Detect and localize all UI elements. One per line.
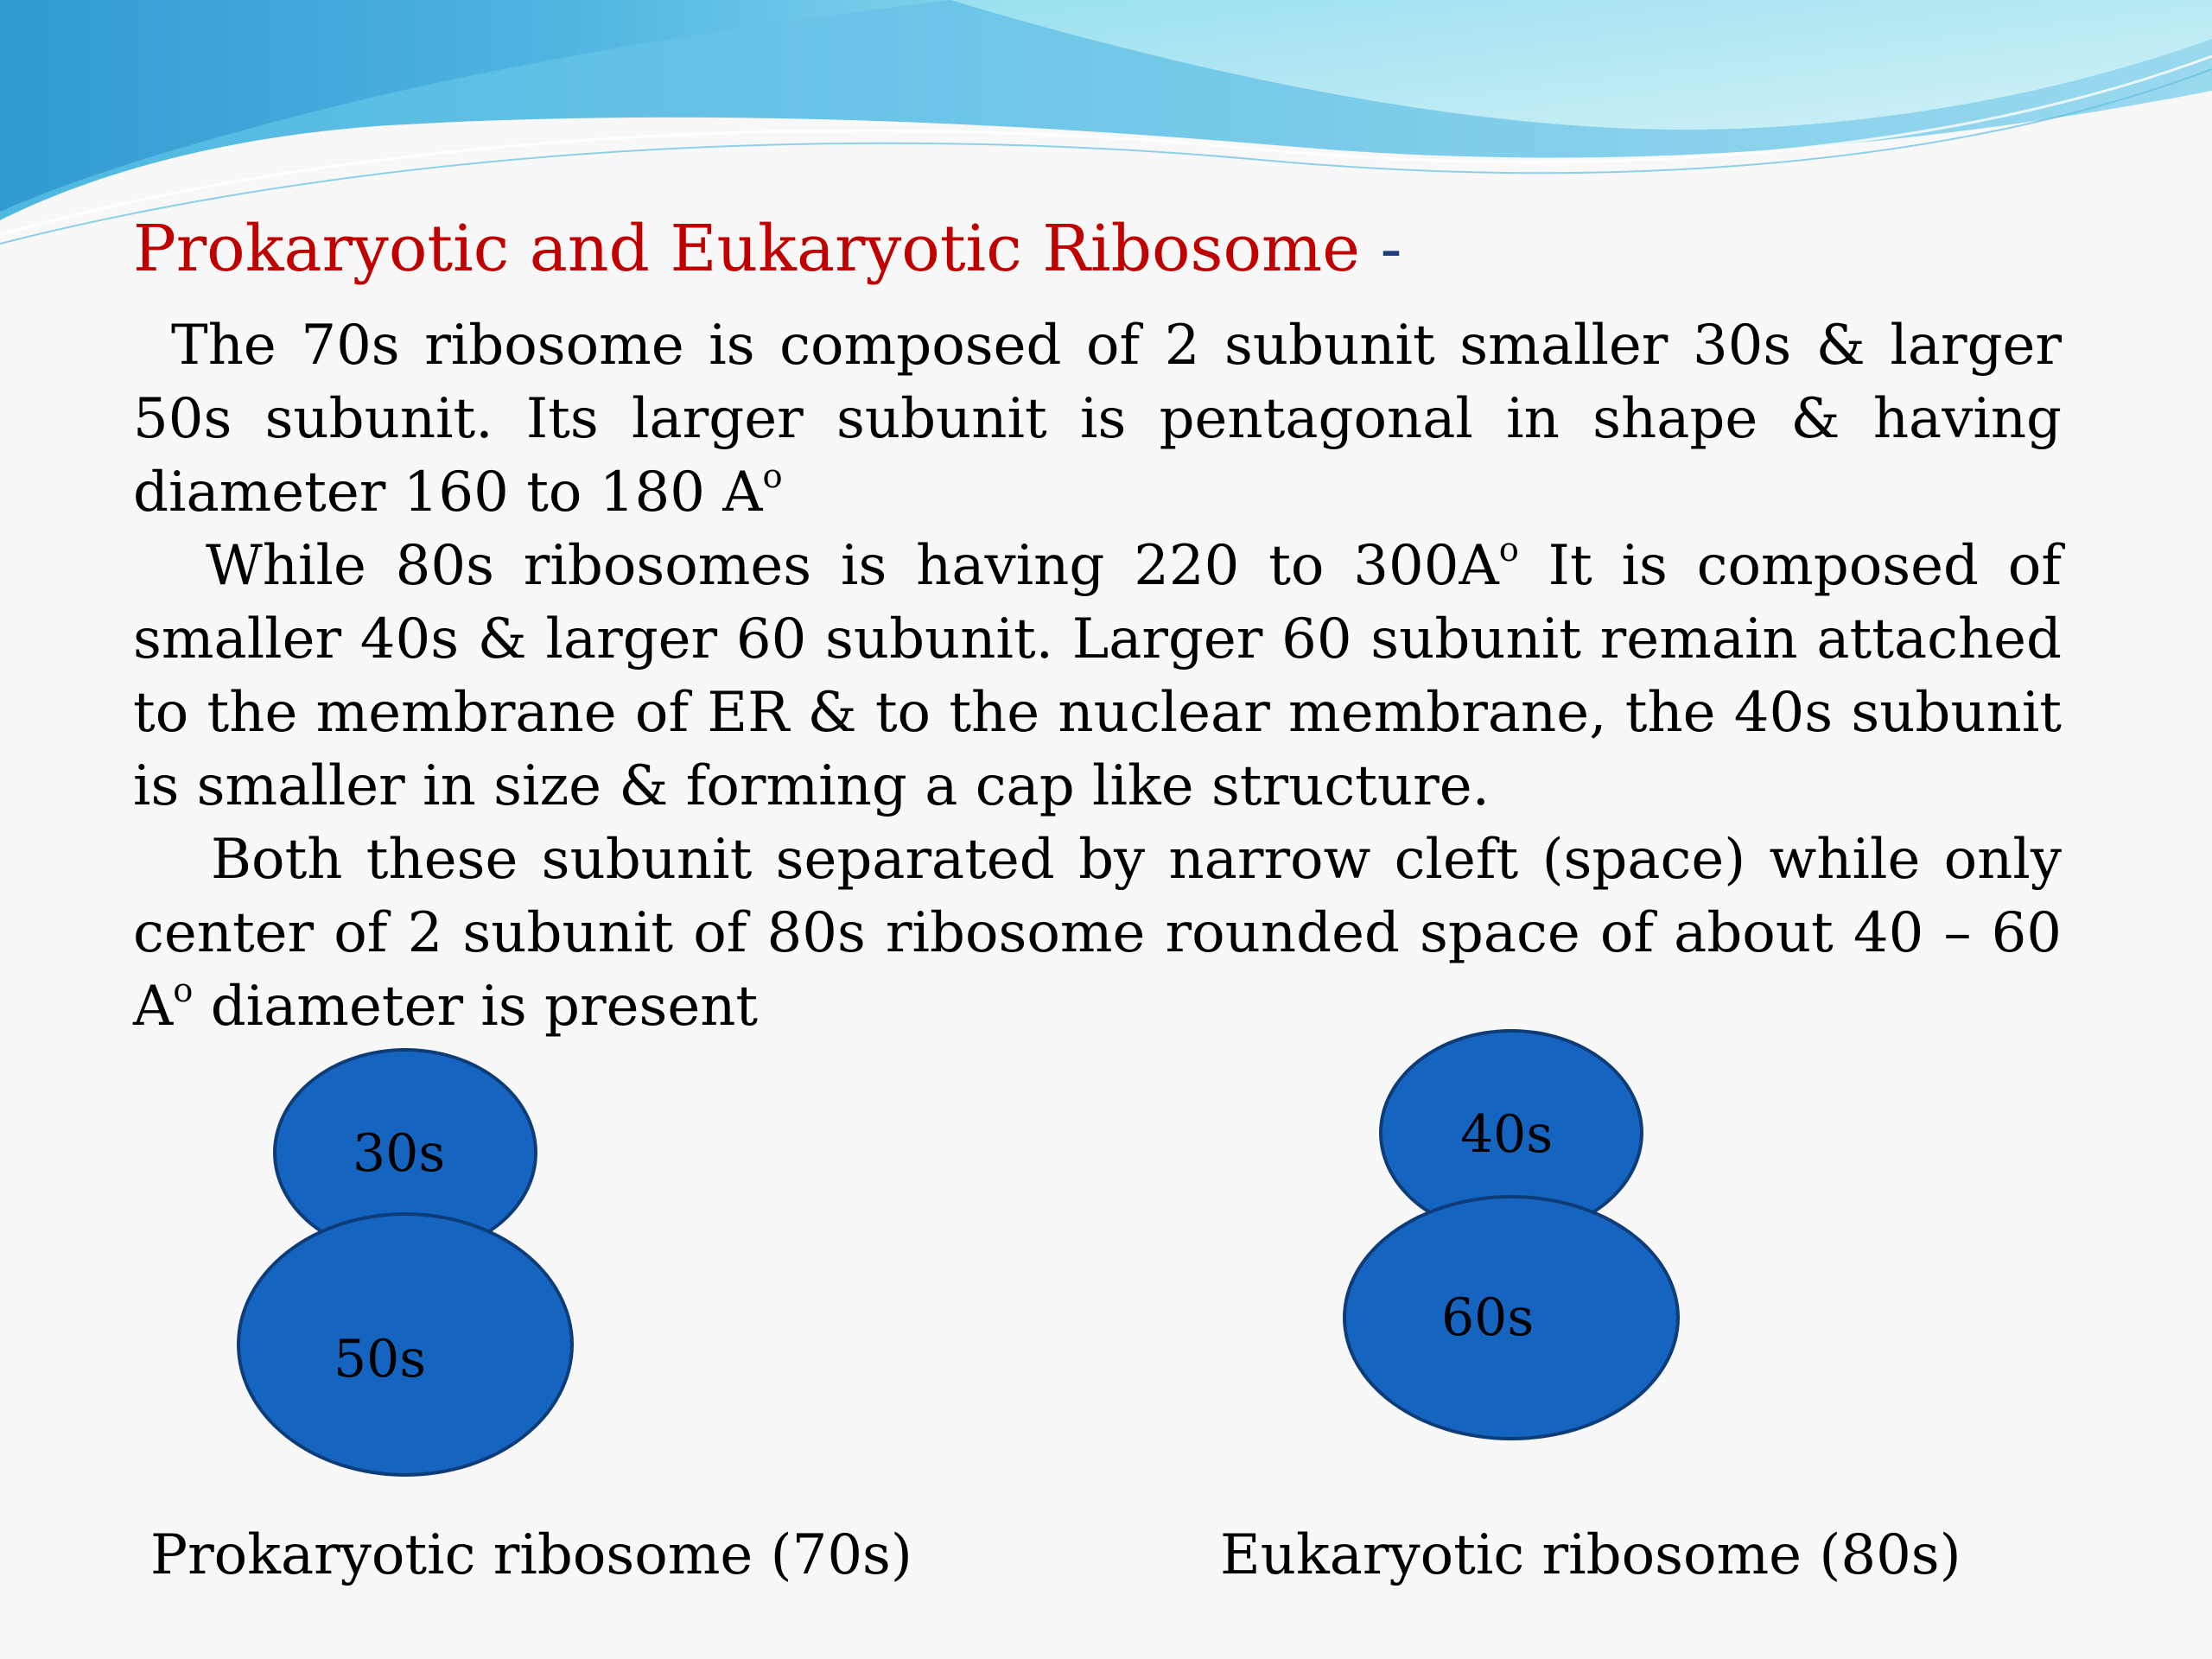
body-text bbox=[133, 309, 2062, 1044]
degree-sup: o bbox=[1498, 531, 1519, 570]
eukaryotic-caption: Eukaryotic ribosome (80s) bbox=[1220, 1523, 1961, 1587]
paragraph-cleft-end: diameter is present bbox=[193, 975, 759, 1039]
subunit-40s-label: 40s bbox=[1460, 1104, 1554, 1165]
subunit-50s-label: 50s bbox=[334, 1329, 427, 1389]
title-text: Prokaryotic and Eukaryotic Ribosome bbox=[133, 212, 1360, 286]
prokaryotic-caption: Prokaryotic ribosome (70s) bbox=[150, 1523, 912, 1587]
degree-sup: o bbox=[762, 457, 783, 497]
paragraph-70s bbox=[133, 309, 2062, 530]
degree-sup: o bbox=[173, 971, 194, 1011]
paragraph-cleft-text: Both these subunit separated by narrow cleft (space) while only center of 2 subunit of 80s ribosome rounded space of about 40 – 60 A bbox=[133, 828, 2062, 1039]
subunit-60s-label: 60s bbox=[1441, 1287, 1535, 1348]
paragraph-80s bbox=[133, 530, 2062, 823]
subunit-30s-label: 30s bbox=[353, 1123, 446, 1184]
paragraph-80s-text-1: While 80s ribosomes is having 220 to 300A bbox=[206, 534, 1499, 598]
paragraph-70s-text: The 70s ribosome is composed of 2 subunit smaller 30s & larger 50s subunit. Its larger subunit is pentagonal in shape & having diameter 160 to 180 A bbox=[133, 314, 2062, 524]
slide-title bbox=[133, 214, 1402, 284]
title-dash: - bbox=[1359, 212, 1402, 286]
paragraph-cleft bbox=[133, 823, 2062, 1044]
paragraph-80s-text-2: It is composed of smaller 40s & larger 60 subunit. Larger 60 subunit remain attached to the membrane of ER & to the nuclear membrane, the 40s subunit is smaller in size & forming a cap like structure. bbox=[133, 534, 2063, 818]
